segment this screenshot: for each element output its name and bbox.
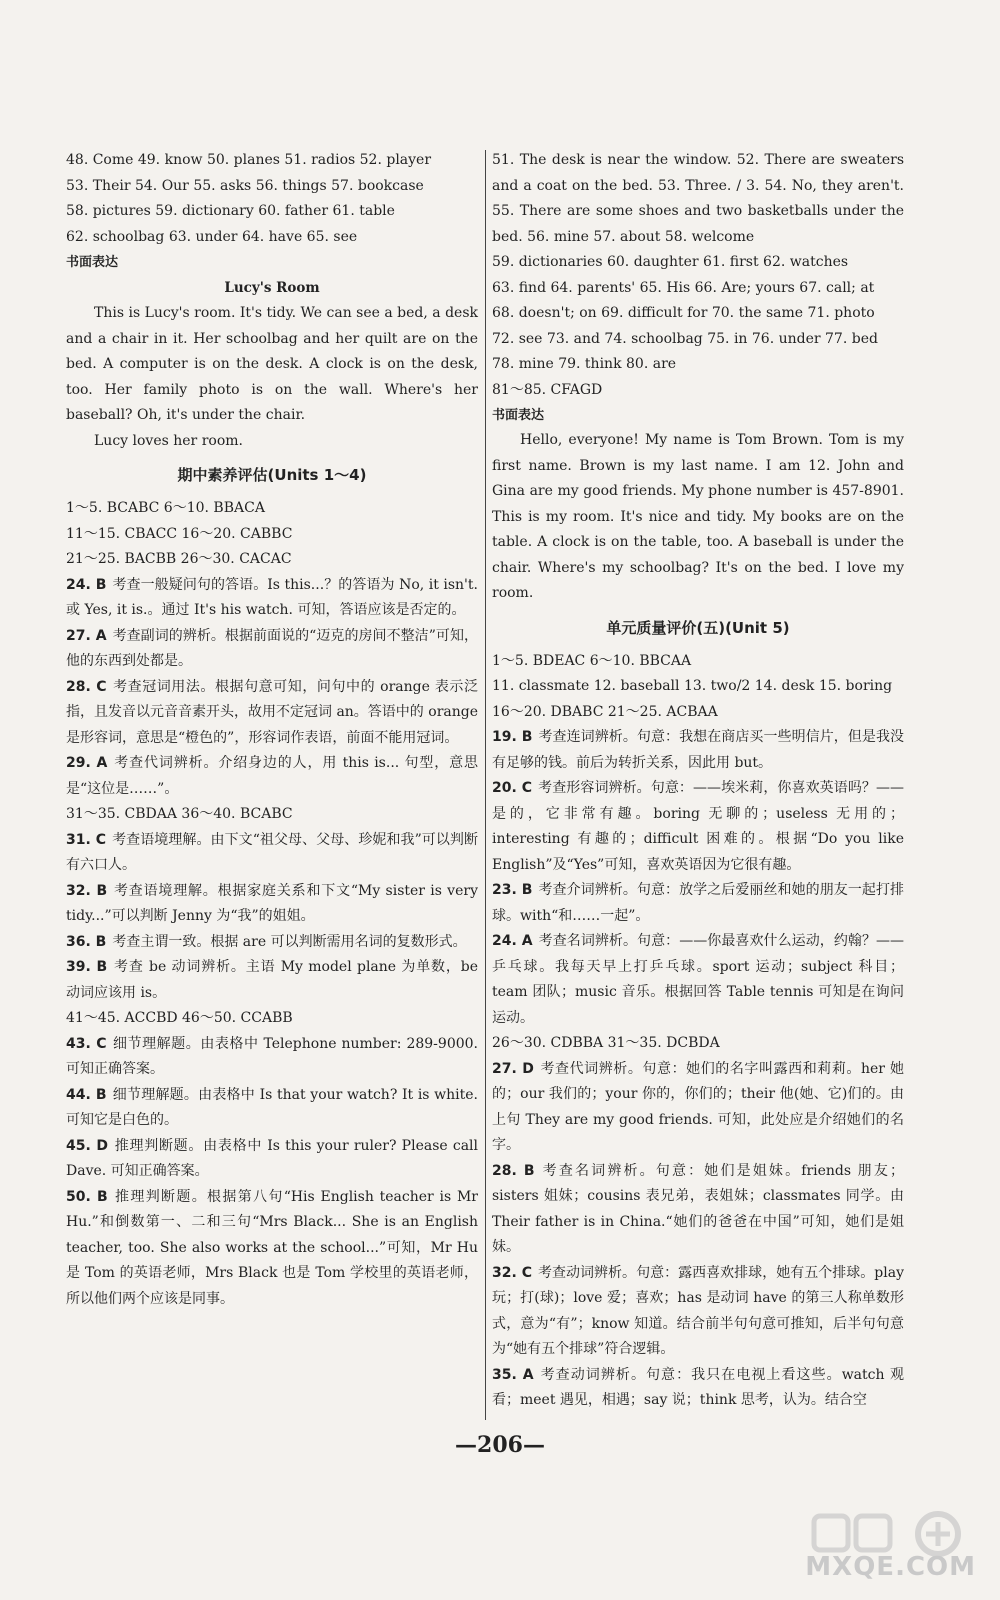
question-number: 35. A [492,1366,534,1383]
answer-line: 26～30. CDBBA 31～35. DCBDA [492,1035,720,1051]
question-number: 36. B [66,933,107,950]
explanation [66,675,478,752]
answer-line: 63. find 64. parents' 65. His 66. Are; yours 67. call; at [492,279,875,296]
explanation-text: 考查副词的辨析。根据前面说的“迈克的房间不整洁”可知，他的东西到处都是。 [66,627,478,669]
question-number: 27. D [492,1060,534,1077]
answer-line: 1～5. BDEAC 6～10. BBCAA [492,652,692,669]
explanation [66,828,478,879]
explanation [66,1134,478,1185]
explanation-text: 考查动词辨析。句意：我只在电视上看这些。watch 观看；meet 遇见，相遇；say 说；think 思考，认为。结合空 [492,1366,905,1408]
section-title: 期中素养评估(Units 1～4) [177,466,367,484]
watermark-text: MXQE.COM [805,1552,976,1582]
answer-line: 59. dictionaries 60. daughter 61. first 62. watches [492,254,849,270]
question-number: 31. C [66,831,107,848]
essay-paragraph: Hello, everyone! My name is Tom Brown. Tom is my first name. Brown is my last name. I am 12. John and Gina are my good friends. My phone number is 457-8901. This is my room. It's nice and tidy. My books are on the table. A clock is on the table, too. A baseball is under the chair. Where's my schoolbag? It's on the bed. I love my room. [492,432,904,601]
explanation-text: 考查语境理解。根据家庭关系和下文“My sister is very tidy...”可以判断 Jenny 为“我”的姐姐。 [66,882,478,924]
explanation [492,725,904,776]
explanation-text: 考查形容词辨析。句意：——埃米莉，你喜欢英语吗？——是的，它非常有趣。boring 无聊的；useless 无用的；interesting 有趣的；difficult 困难的。根据“Do you like English”及“Yes”可知，喜欢英语因为它很有趣。 [492,780,904,873]
question-number: 20. C [492,780,533,796]
explanation-text: 考查连词辨析。句意：我想在商店买一些明信片，但是我没有足够的钱。前后为转折关系，因此用 but。 [492,729,905,771]
explanation-text: 考查 be 动词辨析。主语 My model plane 为单数，be 动词应该用 is。 [66,959,478,1001]
question-number: 24. A [492,933,533,949]
explanation [66,1185,478,1313]
question-number: 44. B [66,1086,107,1103]
question-number: 28. B [492,1162,535,1179]
explanation [492,776,904,878]
explanation-text: 考查一般疑问句的答语。Is this...？的答语为 No, it isn't. 或 Yes, it is.。通过 It's his watch. 可知，答语应该是否定的。 [66,576,478,618]
essay-paragraph: Lucy loves her room. [94,432,243,449]
answer-line: 31～35. CBDAA 36～40. BCABC [66,806,293,822]
answer-line: 11～15. CBACC 16～20. CABBC [66,525,293,542]
page-number: —206— [455,1432,545,1458]
explanation [492,1363,904,1414]
writing-label: 书面表达 [66,255,119,270]
question-number: 29. A [66,755,108,771]
answer-line: 72. see 73. and 74. schoolbag 75. in 76. under 77. bed [492,330,878,347]
answer-line: 78. mine 79. think 80. are [492,356,677,372]
question-number: 28. C [66,678,107,695]
essay-paragraph: This is Lucy's room. It's tidy. We can see a bed, a desk and a chair in it. Her schoolbag and her quilt are on the bed. A computer is on the desk. A clock is on the desk, too. Her family photo is on the wall. Where's her baseball? Oh, it's under the chair. [66,305,478,423]
writing-label: 书面表达 [492,408,545,423]
explanation [66,1032,478,1083]
right-column [492,148,904,1414]
explanation [492,1159,904,1261]
explanation-text: 考查名词辨析。句意：她们是姐妹。friends 朋友；sisters 姐妹；cousins 表兄弟，表姐妹；classmates 同学。由 Their father is in China.“她们的爸爸在中国”可知，她们是姐妹。 [492,1162,904,1255]
explanation-text: 细节理解题。由表格中 Is that your watch? It is white. 可知它是白色的。 [66,1086,478,1128]
explanation [66,751,478,802]
column-divider [485,150,486,1420]
question-number: 43. C [66,1035,107,1052]
question-number: 45. D [66,1137,109,1154]
explanation-text: 考查代词辨析。介绍身边的人，用 this is... 句型，意思是“这位是……”。 [66,755,479,797]
answer-line: 68. doesn't; on 69. difficult for 70. the same 71. photo [492,305,875,321]
answers-51-58: 51. The desk is near the window. 52. There are sweaters and a coat on the bed. 53. Three. / 3. 54. No, they aren't. 55. There are some shoes and two basketballs under the bed. 56. mine 57. about 58. welcome [492,152,904,245]
explanation-text: 推理判断题。由表格中 Is this your ruler? Please call Dave. 可知正确答案。 [66,1137,478,1179]
answer-line: 1～5. BCABC 6～10. BBACA [66,500,265,516]
question-number: 23. B [492,882,533,898]
explanation-text: 考查主谓一致。根据 are 可以判断需用名词的复数形式。 [112,933,467,950]
explanation [66,879,478,930]
explanation-text: 考查语境理解。由下文“祖父母、父母、珍妮和我”可以判断有六口人。 [66,831,478,873]
explanation-text: 推理判断题。根据第八句“His English teacher is Mr Hu.”和倒数第一、二和三句“Mrs Black... She is an English teacher, too. She also works at the school...”可知，Mr Hu 是 Tom 的英语老师，Mrs Black 也是 Tom 学校里的英语老师，所以他们两个应该是同事。 [66,1188,478,1307]
question-number: 32. B [66,882,108,899]
explanation [66,930,478,956]
question-number: 32. C [492,1264,532,1281]
question-number: 19. B [492,729,533,745]
answer-line: 16～20. DBABC 21～25. ACBAA [492,703,718,720]
answer-line: 81～85. CFAGD [492,381,603,398]
question-number: 50. B [66,1188,108,1205]
explanation-text: 考查冠词用法。根据句意可知，问句中的 orange 表示泛指，且发音以元音音素开头，故用不定冠词 an。答语中的 orange 是形容词，意思是“橙色的”，形容词作表语，前面不能用冠词。 [66,678,478,746]
essay-title: Lucy's Room [224,280,320,296]
explanation-text: 细节理解题。由表格中 Telephone number: 289-9000. 可知正确答案。 [66,1035,478,1077]
answer-line: 53. Their 54. Our 55. asks 56. things 57. bookcase [66,177,424,194]
answer-line: 58. pictures 59. dictionary 60. father 61. table [66,203,395,219]
answer-line: 11. classmate 12. baseball 13. two/2 14. desk 15. boring [492,678,893,694]
question-number: 27. A [66,627,107,644]
question-number: 24. B [66,576,107,593]
explanation [66,1083,478,1134]
explanation [66,624,478,675]
explanation-text: 考查代词辨析。句意：她们的名字叫露西和莉莉。her 她的；our 我们的；your 你的，你们的；their 他(她、它)们的。由上句 They are my good friends. 可知，此处应是介绍她们的名字。 [492,1060,904,1153]
left-column [66,148,478,1312]
explanation [492,1261,904,1363]
section-title: 单元质量评价(五)(Unit 5) [606,618,790,637]
answers-48-65 [66,148,478,250]
explanation-text: 考查动词辨析。句意：露西喜欢排球，她有五个排球。play 玩；打(球)；love 爱；喜欢；has 是动词 have 的第三人称单数形式，意为“有”；know 知道。结合前半句句意可推知，后半句句意为“她有五个排球”符合逻辑。 [492,1264,904,1357]
question-number: 39. B [66,959,108,975]
explanation [492,1057,904,1159]
explanation [492,929,904,1031]
answer-line: 48. Come 49. know 50. planes 51. radios 52. player [66,152,432,168]
explanation-text: 考查名词辨析。句意：——你最喜欢什么运动，约翰？——乒乓球。我每天早上打乒乓球。sport 运动；subject 科目；team 团队；music 音乐。根据回答 Table tennis 可知是在询问运动。 [492,933,905,1026]
answer-line: 41～45. ACCBD 46～50. CCABB [66,1010,293,1026]
explanation [66,955,478,1006]
answer-line: 62. schoolbag 63. under 64. have 65. see [66,228,358,245]
explanation [492,878,904,929]
answer-line: 21～25. BACBB 26～30. CACAC [66,551,292,567]
explanation-text: 考查介词辨析。句意：放学之后爱丽丝和她的朋友一起打排球。with“和……一起”。 [492,882,905,924]
explanation [66,573,478,624]
